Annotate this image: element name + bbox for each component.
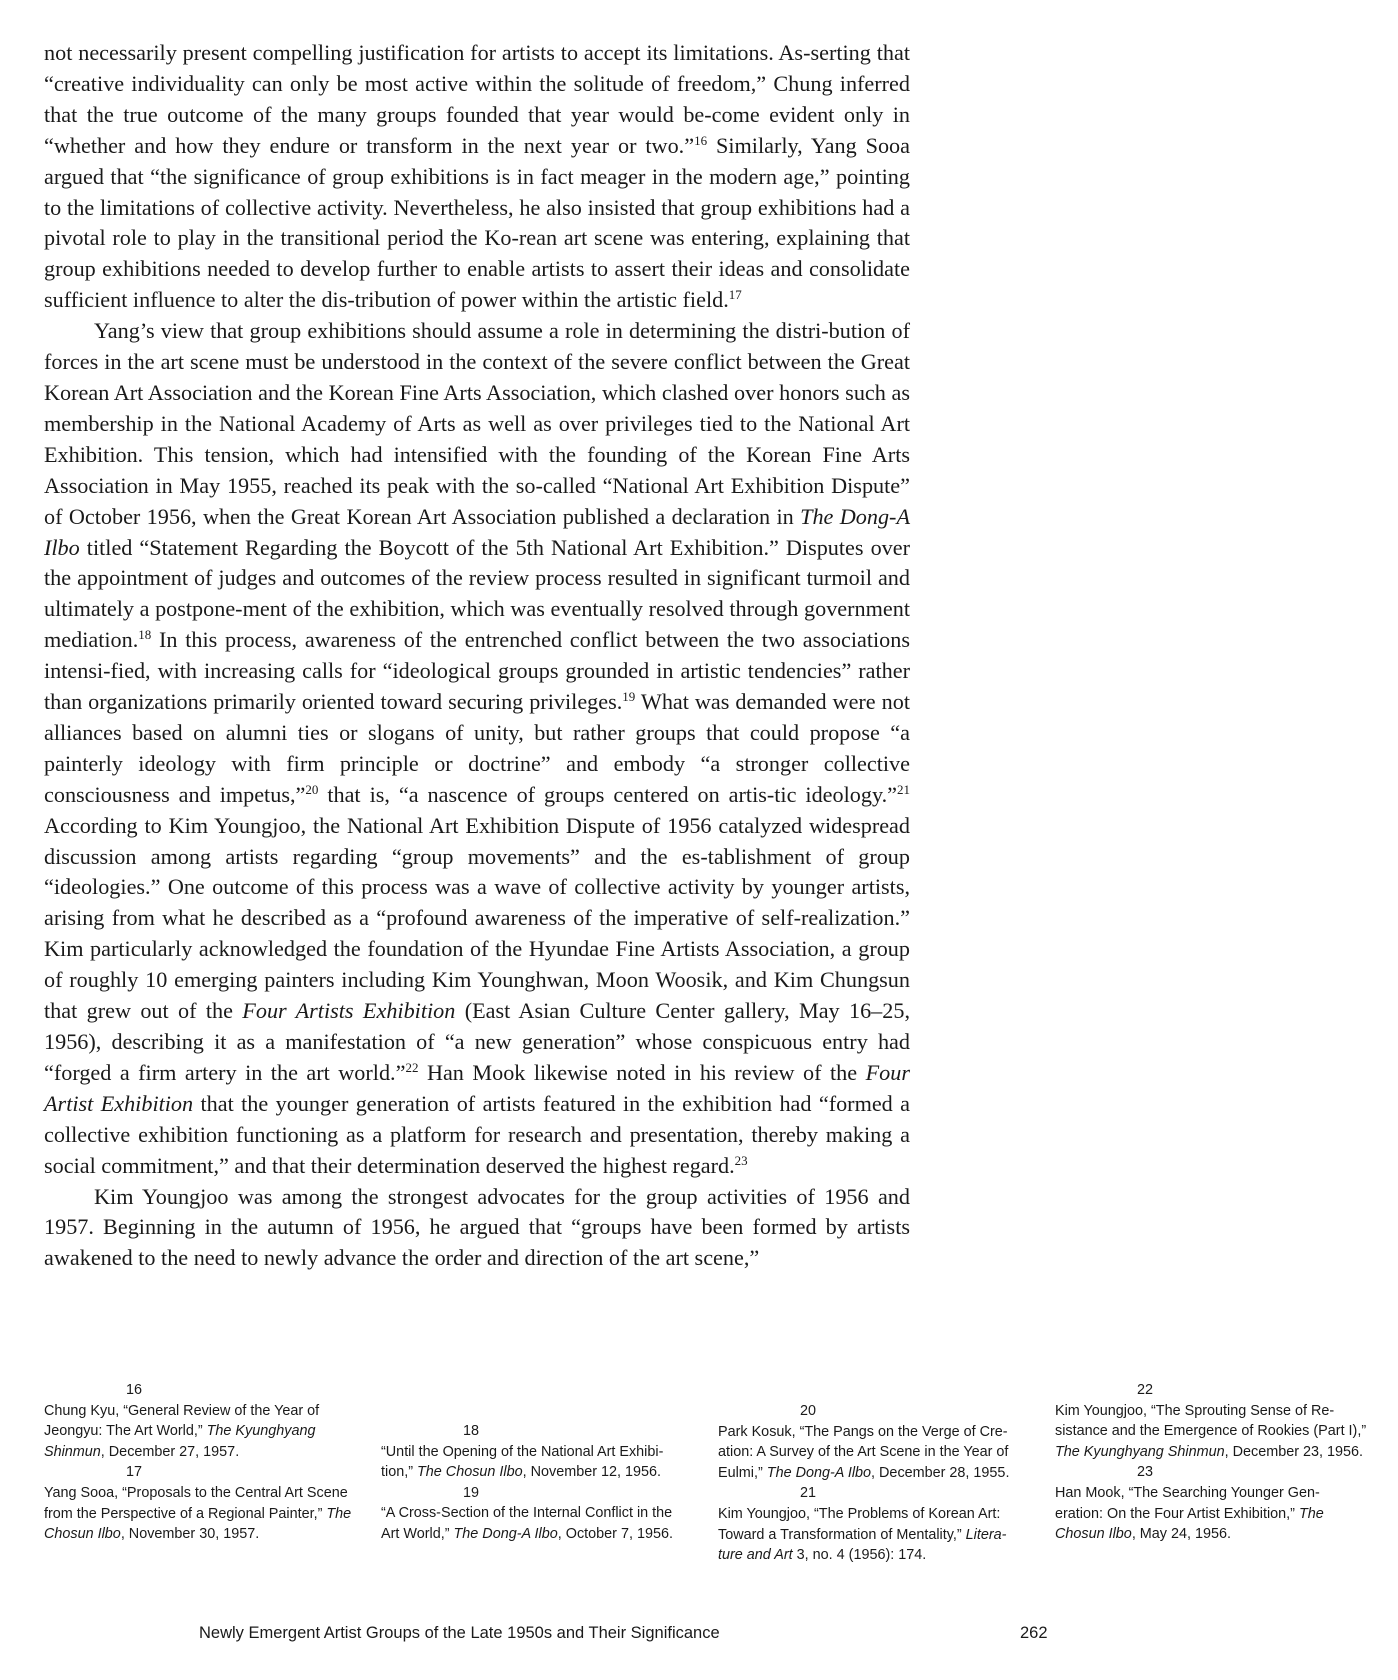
- main-body-text: [44, 38, 910, 1274]
- footnote-column-3: [718, 1401, 1030, 1566]
- footnote-number: 21: [800, 1485, 817, 1502]
- paragraph-1: not necessarily present compelling justification for artists to accept its limitations. As-serting that “creative individuality can only be most active within the solitude of freedom,” Chung inferred that the true outcome of the many groups founded that year would be-come evident only in “whether and how they endure or transform in the next year or two.”$^{16}$ Similarly, Yang Sooa argued that “the significance of group exhibitions is in fact meager in the modern age,” pointing to the limitations of collective activity. Nevertheless, he also insisted that group exhibitions had a pivotal role to play in the transitional period the Ko-rean art scene was entering, explaining that group exhibitions needed to develop further to enable artists to assert their ideas and consolidate sufficient influence to alter the dis-tribution of power within the artistic field.$^{17}$: [44, 40, 910, 313]
- footnote-number: 19: [463, 1484, 480, 1501]
- footnote-number: 18: [463, 1423, 480, 1439]
- footnote-number: 22: [1137, 1382, 1154, 1398]
- footnote-ref-20[interactable]: 20: [305, 781, 319, 797]
- footnote-column-1: [44, 1380, 356, 1545]
- footnote-ref-17[interactable]: 17: [728, 287, 742, 303]
- footnote-ref-22[interactable]: 22: [405, 1059, 419, 1075]
- paragraph-2: Yang’s view that group exhibitions should assume a role in determining the distri-bution of forces in the art scene must be understood in the context of the severe conflict between the Great Korean Art Association and the Korean Fine Arts Association, which clashed over honors such as membership in the National Academy of Arts as well as over privileges tied to the National Art Exhibition. This tension, which had intensified with the founding of the Korean Fine Arts Association in May 1955, reached its peak with the so-called “National Art Exhibition Dispute” of October 1956, when the Great Korean Art Association published a declaration in The Dong-A Ilbo titled “Statement Regarding the Boycott of the 5th National Art Exhibition.” Disputes over the appointment of judges and outcomes of the review process resulted in significant turmoil and ultimately a postpone-ment of the exhibition, which was eventually resolved through government mediation.$^{18}$ In this process, awareness of the entrenched conflict between the two associations intensi-fied, with increasing calls for “ideological groups grounded in artistic tendencies” rather than organizations primarily oriented toward securing privileges.$^{19}$ What was demanded were not alliances based on alumni ties or slogans of unity, but rather groups that could propose “a painterly ideology with firm principle or doctrine” and embody “a stronger collective consciousness and impetus,”$^{20}$ that is, “a nascence of groups centered on artis-tic ideology.”$^{21}$ According to Kim Youngjoo, the National Art Exhibition Dispute of 1956 catalyzed widespread discussion among artists regarding “group movements” and the es-tablishment of group “ideologies.” One outcome of this process was a wave of collective activity by younger artists, arising from what he described as a “profound awareness of the imperative of self-realization.” Kim particularly acknowledged the foundation of the Hyundae Fine Artists Association, a group of roughly 10 emerging painters including Kim Younghwan, Moon Woosik, and Kim Chungsun that grew out of the Four Artists Exhibition (East Asian Culture Center gallery, May 16–25, 1956), describing it as a manifestation of “a new generation” whose conspicuous entry had “forged a firm artery in the art world.”$^{22}$ Han Mook likewise noted in his review of the Four Artist Exhibition that the younger generation of artists featured in the exhibition had “formed a collective exhibition functioning as a platform for research and presentation, thereby making a social commitment,” and that their determination deserved the highest regard.$^{23}$: [44, 318, 911, 1178]
- footnote-column-2: [381, 1421, 693, 1545]
- footnote-23: 23 Han Mook, “The Searching Younger Gen-eration: On the Four Artist Exhibition,” The Chosun Ilbo, May 24, 1956.: [1055, 1462, 1367, 1544]
- italic-title: Four Artists Exhibition: [242, 998, 456, 1024]
- footnote-21: 21 Kim Youngjoo, “The Problems of Korean Art: Toward a Transformation of Mentality,” Litera-ture and Art 3, no. 4 (1956): 174.: [718, 1483, 1030, 1565]
- footnote-19: 19 “A Cross-Section of the Internal Conflict in the Art World,” The Dong-A Ilbo, October 7, 1956.: [381, 1483, 693, 1545]
- paragraph-3: Kim Youngjoo was among the strongest advocates for the group activities of 1956 and 1957. Beginning in the autumn of 1956, he argued that “groups have been formed by artists awakened to the need to newly advance the order and direction of the art scene,”: [44, 1183, 910, 1271]
- italic-title: Four Artist Exhibition: [44, 1059, 910, 1116]
- footnote-ref-19[interactable]: 19: [622, 689, 636, 705]
- footnote-number: 16: [126, 1382, 143, 1398]
- footnote-column-4: [1055, 1380, 1367, 1545]
- running-title: Newly Emergent Artist Groups of the Late 1950s and Their Significance: [199, 1624, 720, 1642]
- footnotes-area: [0, 1380, 1398, 1570]
- footnote-ref-18[interactable]: 18: [138, 627, 152, 643]
- page-number: 262: [1020, 1624, 1048, 1642]
- footnote-22: 22 Kim Youngjoo, “The Sprouting Sense of Re-sistance and the Emergence of Rookies (Part I),” The Kyunghyang Shinmun, December 23, 1956.: [1055, 1382, 1367, 1460]
- footnote-number: 17: [126, 1464, 143, 1481]
- italic-title: The Dong-A Ilbo: [44, 503, 910, 560]
- footnote-16: 16 Chung Kyu, “General Review of the Year of Jeongyu: The Art World,” The Kyunghyang Shinmun, December 27, 1957.: [44, 1380, 356, 1462]
- footnote-20: 20 Park Kosuk, “The Pangs on the Verge of Cre-ation: A Survey of the Art Scene in the Year of Eulmi,” The Dong-A Ilbo, December 28, 1955.: [718, 1401, 1030, 1483]
- footnote-18: 18 “Until the Opening of the National Art Exhibi-tion,” The Chosun Ilbo, November 12, 1956.: [381, 1421, 693, 1483]
- footnote-number: 23: [1137, 1464, 1154, 1481]
- footnote-17: 17 Yang Sooa, “Proposals to the Central Art Scene from the Perspective of a Regional Painter,” The Chosun Ilbo, November 30, 1957.: [44, 1462, 356, 1544]
- footnote-number: 20: [800, 1403, 817, 1419]
- footnote-ref-21[interactable]: 21: [897, 781, 911, 797]
- footnote-ref-23[interactable]: 23: [734, 1152, 748, 1168]
- footnote-ref-16[interactable]: 16: [694, 132, 708, 148]
